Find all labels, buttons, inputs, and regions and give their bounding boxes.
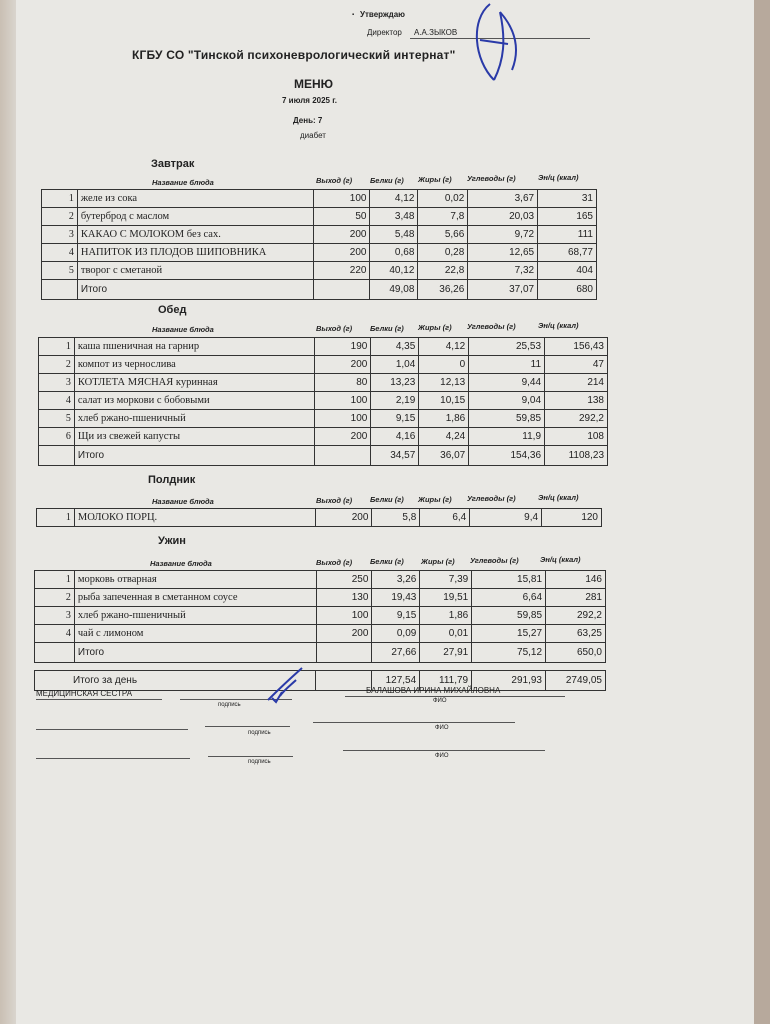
row-index: 2 [39,356,75,374]
col-name-header: Название блюда [152,325,214,334]
col-fat-header: Жиры (г) [418,175,452,184]
col-fat-header: Жиры (г) [421,557,455,566]
total-energy: 650,0 [546,643,606,663]
dish-output: 200 [313,244,370,262]
table-row [39,392,608,410]
dish-carbs: 11 [469,356,545,374]
dish-protein: 13,23 [371,374,419,392]
row-index: 3 [35,607,75,625]
dish-energy: 404 [538,262,597,280]
menu-date: 7 июля 2025 г. [282,96,337,105]
col-energy-header: Эн/ц (ккал) [538,173,579,182]
director-name: А.А.ЗЫКОВ [414,28,458,37]
total-fat: 27,91 [420,643,472,663]
dish-fat: 19,51 [420,589,472,607]
dish-fat: 22,8 [418,262,468,280]
dish-output: 100 [314,392,371,410]
dish-carbs: 9,44 [469,374,545,392]
dish-carbs: 3,67 [468,190,538,208]
col-name-header: Название блюда [150,559,212,568]
dish-protein: 5,48 [370,226,418,244]
dish-protein: 2,19 [371,392,419,410]
dish-carbs: 59,85 [469,410,545,428]
dish-energy: 146 [546,571,606,589]
dish-protein: 4,12 [370,190,418,208]
dish-fat: 1,86 [419,410,469,428]
dish-output: 200 [316,509,372,527]
col-protein-header: Белки (г) [370,324,404,333]
bullet-mark: ▪ [352,12,355,18]
row-index: 4 [42,244,78,262]
dinner-table [34,570,606,663]
day-total-row [35,671,606,691]
dish-protein: 3,26 [372,571,420,589]
col-energy-header: Эн/ц (ккал) [540,555,581,564]
lunch-title: Обед [158,304,187,316]
total-row [39,446,608,466]
diet-type: диабет [300,131,326,140]
total-carbs: 154,36 [469,446,545,466]
dish-protein: 0,09 [372,625,420,643]
col-protein-header: Белки (г) [370,495,404,504]
dish-carbs: 25,53 [469,338,545,356]
table-row [39,374,608,392]
total-carbs: 75,12 [472,643,546,663]
dish-protein: 0,68 [370,244,418,262]
signature-caption: подпись [218,702,241,708]
dish-name: чай с лимоном [74,625,316,643]
col-carbs-header: Углеводы (г) [467,494,516,503]
signature-caption: подпись [248,730,271,736]
dish-output: 80 [314,374,371,392]
table-row [42,226,597,244]
dish-fat: 6,4 [420,509,470,527]
dish-fat: 7,8 [418,208,468,226]
dish-carbs: 6,64 [472,589,546,607]
dish-fat: 10,15 [419,392,469,410]
snack-table [36,508,602,527]
dish-fat: 0,01 [420,625,472,643]
day-total-carbs: 291,93 [472,671,546,691]
row-index: 2 [42,208,78,226]
dish-name: салат из моркови с бобовыми [74,392,314,410]
dish-carbs: 15,81 [472,571,546,589]
dish-name: желе из сока [77,190,313,208]
snack-title: Полдник [148,474,196,486]
dish-energy: 214 [545,374,608,392]
dish-name: хлеб ржано-пшеничный [74,607,316,625]
dish-energy: 68,77 [538,244,597,262]
dish-fat: 1,86 [420,607,472,625]
dish-carbs: 9,72 [468,226,538,244]
dish-protein: 9,15 [371,410,419,428]
dish-output: 200 [316,625,372,643]
dish-energy: 120 [542,509,602,527]
dish-energy: 165 [538,208,597,226]
table-row [39,338,608,356]
dish-energy: 292,2 [545,410,608,428]
dish-carbs: 20,03 [468,208,538,226]
total-label: Итого [77,280,313,300]
dish-output: 200 [313,226,370,244]
dish-output: 190 [314,338,371,356]
dish-name: компот из чернослива [74,356,314,374]
dish-protein: 19,43 [372,589,420,607]
dish-energy: 108 [545,428,608,446]
row-index: 6 [39,428,75,446]
signature-caption: подпись [248,759,271,765]
dish-fat: 4,12 [419,338,469,356]
row-index: 3 [42,226,78,244]
sign-line [345,696,565,697]
dish-energy: 47 [545,356,608,374]
table-row [42,208,597,226]
total-row [35,643,606,663]
table-row [39,428,608,446]
dish-fat: 0 [419,356,469,374]
dish-energy: 111 [538,226,597,244]
dish-name: творог с сметаной [77,262,313,280]
total-fat: 36,07 [419,446,469,466]
nurse-label: МЕДИЦИНСКАЯ СЕСТРА [36,689,133,698]
dish-carbs: 9,4 [470,509,542,527]
col-output-header: Выход (г) [316,324,353,333]
dish-output: 100 [313,190,370,208]
dish-fat: 5,66 [418,226,468,244]
dish-name: КОТЛЕТА МЯСНАЯ куринная [74,374,314,392]
dish-fat: 12,13 [419,374,469,392]
col-carbs-header: Углеводы (г) [470,556,519,565]
fio-caption: ФИО [433,698,447,704]
total-protein: 49,08 [370,280,418,300]
table-row [42,262,597,280]
sign-line [205,726,290,727]
dish-name: Щи из свежей капусты [74,428,314,446]
fio-caption: ФИО [435,725,449,731]
table-row [42,190,597,208]
dish-name: рыба запеченная в сметанном соусе [74,589,316,607]
dish-name: НАПИТОК ИЗ ПЛОДОВ ШИПОВНИКА [77,244,313,262]
total-label: Итого [74,643,316,663]
organization-name: КГБУ СО "Тинской психоневрологический интернат" [132,48,456,62]
col-protein-header: Белки (г) [370,176,404,185]
dish-energy: 281 [546,589,606,607]
page-title: МЕНЮ [294,77,334,91]
dish-energy: 63,25 [546,625,606,643]
sign-line [313,722,515,723]
dish-carbs: 9,04 [469,392,545,410]
row-index: 1 [39,338,75,356]
breakfast-table [41,189,597,300]
director-signature [460,0,530,90]
table-row [35,589,606,607]
director-label: Директор [367,28,402,37]
dish-fat: 4,24 [419,428,469,446]
fio-caption: ФИО [435,753,449,759]
total-energy: 1108,23 [545,446,608,466]
dish-name: бутерброд с маслом [77,208,313,226]
dish-output: 250 [316,571,372,589]
row-index: 3 [39,374,75,392]
dish-protein: 4,35 [371,338,419,356]
table-row [35,625,606,643]
dish-fat: 7,39 [420,571,472,589]
dish-fat: 0,28 [418,244,468,262]
dish-output: 100 [316,607,372,625]
dish-name: морковь отварная [74,571,316,589]
table-row [35,571,606,589]
dish-carbs: 15,27 [472,625,546,643]
row-index: 4 [35,625,75,643]
col-name-header: Название блюда [152,497,214,506]
row-index: 1 [37,509,75,527]
sign-line [36,758,190,759]
dinner-title: Ужин [158,535,186,547]
dish-output: 220 [313,262,370,280]
nurse-signature [262,662,308,706]
dish-energy: 156,43 [545,338,608,356]
col-output-header: Выход (г) [316,176,353,185]
day-total-table [34,670,606,691]
menu-day: День: 7 [293,116,323,125]
col-output-header: Выход (г) [316,558,353,567]
col-fat-header: Жиры (г) [418,495,452,504]
table-row [39,356,608,374]
dish-protein: 40,12 [370,262,418,280]
nurse-name: БАЛАШОВА ИРИНА МИХАЙЛОВНА [366,686,501,695]
total-fat: 36,26 [418,280,468,300]
row-index: 4 [39,392,75,410]
sign-line [208,756,293,757]
day-total-fat: 111,79 [420,671,472,691]
dish-carbs: 7,32 [468,262,538,280]
total-row [42,280,597,300]
col-fat-header: Жиры (г) [418,323,452,332]
dish-name: каша пшеничная на гарнир [74,338,314,356]
table-row [42,244,597,262]
dish-energy: 31 [538,190,597,208]
day-total-protein: 127,54 [372,671,420,691]
col-energy-header: Эн/ц (ккал) [538,493,579,502]
col-name-header: Название блюда [152,178,214,187]
total-protein: 34,57 [371,446,419,466]
row-index: 1 [35,571,75,589]
row-index: 5 [39,410,75,428]
dish-fat: 0,02 [418,190,468,208]
col-carbs-header: Углеводы (г) [467,322,516,331]
sign-line [36,729,188,730]
dish-output: 50 [313,208,370,226]
dish-energy: 138 [545,392,608,410]
col-carbs-header: Углеводы (г) [467,174,516,183]
dish-protein: 5,8 [372,509,420,527]
table-row [39,410,608,428]
dish-protein: 4,16 [371,428,419,446]
day-total-energy: 2749,05 [546,671,606,691]
dish-output: 100 [314,410,371,428]
dish-protein: 9,15 [372,607,420,625]
dish-carbs: 12,65 [468,244,538,262]
dish-energy: 292,2 [546,607,606,625]
breakfast-title: Завтрак [151,158,195,170]
dish-name: хлеб ржано-пшеничный [74,410,314,428]
col-protein-header: Белки (г) [370,557,404,566]
dish-protein: 1,04 [371,356,419,374]
dish-carbs: 59,85 [472,607,546,625]
dish-output: 200 [314,356,371,374]
dish-name: МОЛОКО ПОРЦ. [74,509,316,527]
row-index: 1 [42,190,78,208]
table-row [37,509,602,527]
total-energy: 680 [538,280,597,300]
dish-carbs: 11,9 [469,428,545,446]
dish-name: КАКАО С МОЛОКОМ без сах. [77,226,313,244]
total-protein: 27,66 [372,643,420,663]
lunch-table [38,337,608,466]
col-output-header: Выход (г) [316,496,353,505]
sign-line [36,699,162,700]
total-label: Итого [74,446,314,466]
total-carbs: 37,07 [468,280,538,300]
approve-label: Утверждаю [360,10,405,19]
dish-output: 130 [316,589,372,607]
day-total-label: Итого за день [35,671,316,691]
table-row [35,607,606,625]
row-index: 2 [35,589,75,607]
col-energy-header: Эн/ц (ккал) [538,321,579,330]
dish-protein: 3,48 [370,208,418,226]
row-index: 5 [42,262,78,280]
sign-line [343,750,545,751]
dish-output: 200 [314,428,371,446]
